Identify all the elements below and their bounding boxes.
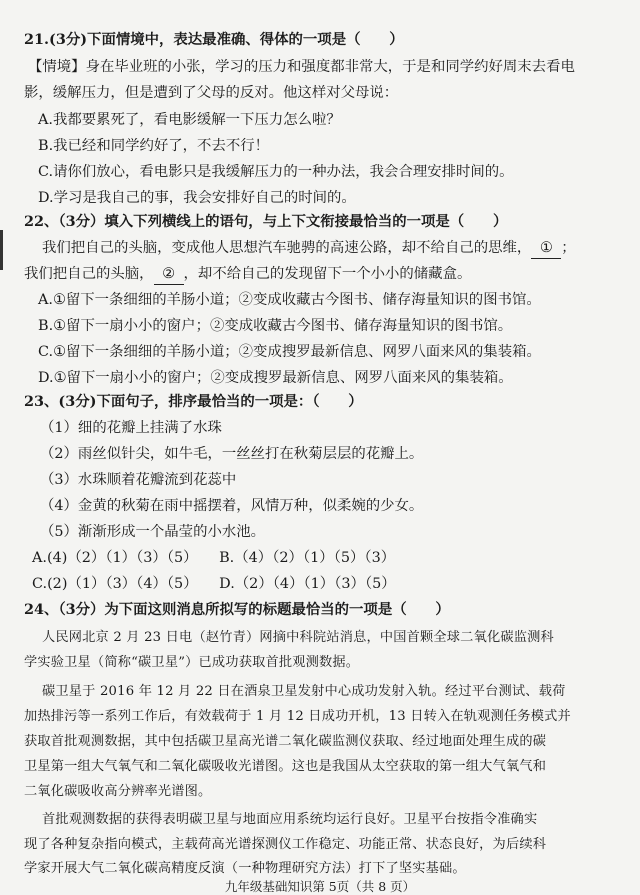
q24-passage-line-9: 现了各种复杂指向模式，主载荷高光谱探测仪工作稳定、功能正常、状态良好，为后续科 (24, 837, 547, 852)
q22-option-c: C.①留下一条细细的羊肠小道；②变成搜罗最新信息、网罗八面来风的集装箱。 (38, 344, 541, 360)
q22-blank-2: ② (154, 264, 184, 285)
q22-stem: 22、（3分）填入下列横线上的语句，与上下文衔接最恰当的一项是（ ） (24, 213, 508, 230)
q24-passage-line-4: 加热排污等一系列工作后，有效载荷于 1 月 12 日成功开机，13 日转入在轨观测任务模式并 (24, 709, 571, 724)
q24-passage-line-6: 卫星第一组大气氧气和二氧化碳吸收光谱图。这也是我国从太空获取的第一组大气氧气和 (24, 759, 547, 774)
q21-option-b: B.我已经和同学约好了，不去不行！ (38, 138, 270, 154)
q23-sentence-4: （4）金黄的秋菊在雨中摇摆着，风情万种，似柔婉的少女。 (40, 498, 424, 514)
q21-option-d: D.学习是我自己的事，我会安排好自己的时间的。 (38, 190, 356, 206)
q22-text-2b: ，却不给自己的发现留下一个小小的储藏盒。 (183, 266, 472, 282)
q24-stem: 24、（3分）为下面这则消息所拟写的标题最恰当的一项是（ ） (24, 601, 450, 618)
q21-option-a: A.我都要累死了，看电影缓解一下压力怎么啦？ (38, 112, 341, 128)
q24-passage-line-3: 碳卫星于 2016 年 12 月 22 日在酒泉卫星发射中心成功发射入轨。经过平台测试、载荷 (42, 684, 566, 699)
q23-options-row-1: A.(4)（2）（1）（3）（5） B.（4）（2）（1）（5）（3） (32, 550, 396, 566)
q22-blank-1: ① (531, 238, 561, 259)
q23-options-row-2: C.(2)（1）（3）（4）（5） D.（2）（4）（1）（3）（5） (32, 576, 396, 592)
q23-sentence-3: （3）水珠顺着花瓣流到花蕊中 (40, 472, 237, 488)
q23-sentence-1: （1）细的花瓣上挂满了水珠 (40, 420, 222, 436)
binding-mark (0, 230, 3, 270)
q21-context-line-1: 【情境】身在毕业班的小张，学习的压力和强度都非常大，于是和同学约好周末去看电 (28, 59, 575, 75)
q23-sentence-2: （2）雨丝似针尖，如牛毛，一丝丝打在秋菊层层的花瓣上。 (40, 446, 424, 462)
q23-stem: 23、(3分)下面句子，排序最恰当的一项是：（ ） (24, 393, 363, 410)
q24-passage-line-8: 首批观测数据的获得表明碳卫星与地面应用系统均运行良好。卫星平台按指令准确实 (42, 812, 538, 827)
q22-option-d: D.①留下一扇小小的窗户；②变成搜罗最新信息、网罗八面来风的集装箱。 (38, 370, 513, 386)
q24-passage-line-7: 二氧化碳吸收高分辨率光谱图。 (24, 784, 212, 799)
q24-passage-line-2: 学实验卫星（简称“碳卫星”）已成功获取首批观测数据。 (24, 655, 360, 670)
q24-passage-line-1: 人民网北京 2 月 23 日电（赵竹青）网摘中科院站消息，中国首颗全球二氧化碳监测科 (42, 630, 554, 645)
q21-option-c: C.请你们放心，看电影只是我缓解压力的一种办法，我会合理安排时间的。 (38, 164, 514, 180)
q22-text-2a: 我们把自己的头脑， (24, 266, 154, 282)
q22-text-line-2 (24, 264, 471, 285)
q24-passage-line-10: 学家开展大气二氧化碳高精度反演（一种物理研究方法）打下了坚实基础。 (24, 861, 466, 876)
page-footer: 九年级基础知识第 5页（共 8 页） (224, 879, 416, 894)
q22-option-b: B.①留下一扇小小的窗户；②变成收藏古今图书、储存海量知识的图书馆。 (38, 318, 513, 334)
q22-text-1b: ； (561, 240, 576, 256)
q24-passage-line-5: 获取首批观测数据，其中包括碳卫星高光谱二氧化碳监测仪获取、经过地面处理生成的碳 (24, 734, 547, 749)
q21-context-line-2: 影，缓解压力，但是遭到了父母的反对。他这样对父母说： (24, 85, 399, 101)
q22-text-1a: 我们把自己的头脑，变成他人思想汽车驰骋的高速公路，却不给自己的思维， (42, 240, 532, 256)
q23-sentence-5: （5）渐渐形成一个晶莹的小水池。 (40, 524, 266, 540)
q22-option-a: A.①留下一条细细的羊肠小道；②变成收藏古今图书、储存海量知识的图书馆。 (38, 292, 541, 308)
q21-stem: 21.(3分)下面情境中，表达最准确、得体的一项是（ ） (24, 31, 404, 48)
q22-text-line-1 (42, 238, 576, 259)
